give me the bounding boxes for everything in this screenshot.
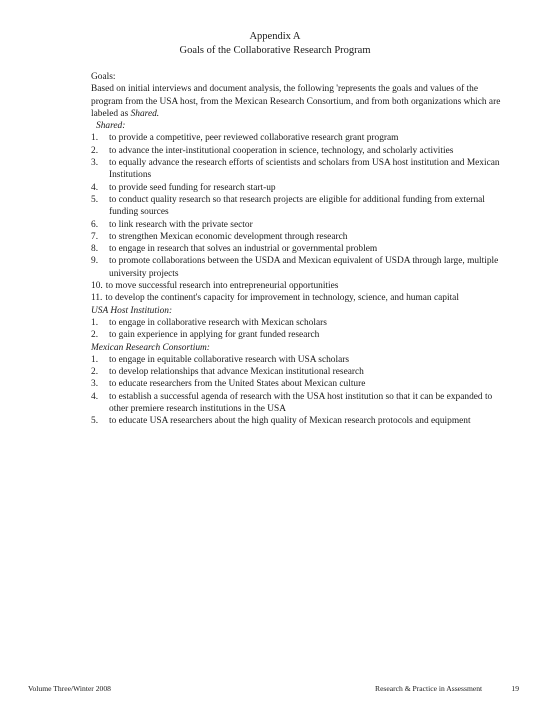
intro-emphasis: Shared.	[130, 108, 160, 119]
goal-sections	[91, 120, 511, 427]
list-item-text: to move successful research into entrepreneurial opportunities	[105, 281, 339, 292]
footer-journal: Research & Practice in Assessment	[375, 684, 483, 693]
list-item-text: to develop the continent's capacity for improvement in technology, science, and human capital	[105, 293, 459, 304]
list-item	[91, 132, 511, 144]
intro-paragraph	[91, 83, 511, 120]
list-item-number: 1.	[91, 133, 99, 144]
list-item-text: to gain experience in applying for grant funded research	[109, 330, 320, 341]
list-item	[91, 292, 511, 304]
list-item	[91, 145, 511, 157]
list-item	[91, 182, 511, 194]
list-item-text: to conduct quality research so that research projects are eligible for additional funding from external funding sources	[109, 194, 485, 218]
list-item	[91, 354, 511, 366]
list-item-text: to promote collaborations between the USDA and Mexican equivalent of USDA through large, multiple university projects	[109, 256, 499, 279]
list-item-text: to engage in collaborative research with Mexican scholars	[109, 317, 327, 328]
list-item-number: 8.	[91, 244, 99, 255]
list-item-number: 9.	[91, 256, 99, 267]
list-item-text: to educate USA researchers about the high quality of Mexican research protocols and equipment	[109, 416, 471, 427]
list-item	[91, 194, 511, 219]
list-item-number: 5.	[91, 194, 99, 205]
list-item-number: 3.	[91, 158, 99, 169]
document-body	[91, 71, 511, 428]
list-item-text: to provide a competitive, peer reviewed collaborative research grant program	[109, 133, 399, 144]
list-item-number: 1.	[91, 354, 99, 365]
appendix-title: Appendix A	[249, 31, 301, 42]
list-item-text: to strengthen Mexican economic development through research	[109, 231, 348, 242]
appendix-subtitle: Goals of the Collaborative Research Program	[179, 45, 371, 56]
list-item	[91, 329, 511, 341]
goals-label: Goals:	[91, 72, 116, 82]
list-item-text: to link research with the private sector	[109, 219, 253, 230]
list-item-text: to engage in research that solves an industrial or governmental problem	[109, 244, 378, 255]
list-item	[91, 415, 511, 427]
list-item	[91, 219, 511, 231]
footer-right	[375, 684, 519, 694]
list-item-number: 4.	[91, 182, 99, 193]
list-item-text: to educate researchers from the United States about Mexican culture	[109, 379, 366, 390]
list-item-number: 1.	[91, 317, 99, 328]
list-item-number: 5.	[91, 416, 99, 427]
list-item-text: to advance the inter-institutional cooperation in science, technology, and scholarly activities	[109, 145, 454, 156]
list-item	[91, 255, 511, 280]
list-item-number: 6.	[91, 219, 99, 230]
list-item	[91, 317, 511, 329]
list-item	[91, 366, 511, 378]
list-item	[91, 243, 511, 255]
footer-page-number: 19	[511, 684, 519, 693]
list-item	[91, 231, 511, 243]
list-item	[91, 391, 511, 416]
section-label: Shared:	[96, 121, 126, 132]
list-item-number: 2.	[91, 145, 99, 156]
list-item	[91, 157, 511, 182]
list-item-number: 3.	[91, 379, 99, 390]
list-item-number: 2.	[91, 330, 99, 341]
goal-list	[91, 317, 511, 342]
list-item-text: to develop relationships that advance Mexican institutional research	[109, 367, 364, 378]
list-item-text: to provide seed funding for research start-up	[109, 182, 276, 193]
goal-list	[91, 132, 511, 304]
list-item-text: to establish a successful agenda of research with the USA host institution so that it can be expanded to other premiere research institutions in the USA	[109, 391, 493, 415]
list-item-number: 10.	[91, 281, 103, 292]
list-item-number: 7.	[91, 231, 99, 242]
section-label: Mexican Research Consortium:	[91, 342, 210, 353]
list-item	[91, 378, 511, 390]
list-item-number: 11.	[91, 293, 103, 304]
list-item-number: 4.	[91, 391, 99, 402]
intro-text: Based on initial interviews and document analysis, the following 'represents the goals and values of the program from the USA host, from the Mexican Research Consortium, and from both organizations which are labeled as	[91, 84, 501, 119]
section-label: USA Host Institution:	[91, 305, 173, 316]
goal-list	[91, 354, 511, 428]
footer-volume: Volume Three/Winter 2008	[28, 684, 111, 693]
list-item-text: to equally advance the research efforts of scientists and scholars from USA host institution and Mexican Institutions	[109, 158, 500, 181]
list-item	[91, 280, 511, 292]
list-item-number: 2.	[91, 367, 99, 378]
list-item-text: to engage in equitable collaborative research with USA scholars	[109, 354, 350, 365]
